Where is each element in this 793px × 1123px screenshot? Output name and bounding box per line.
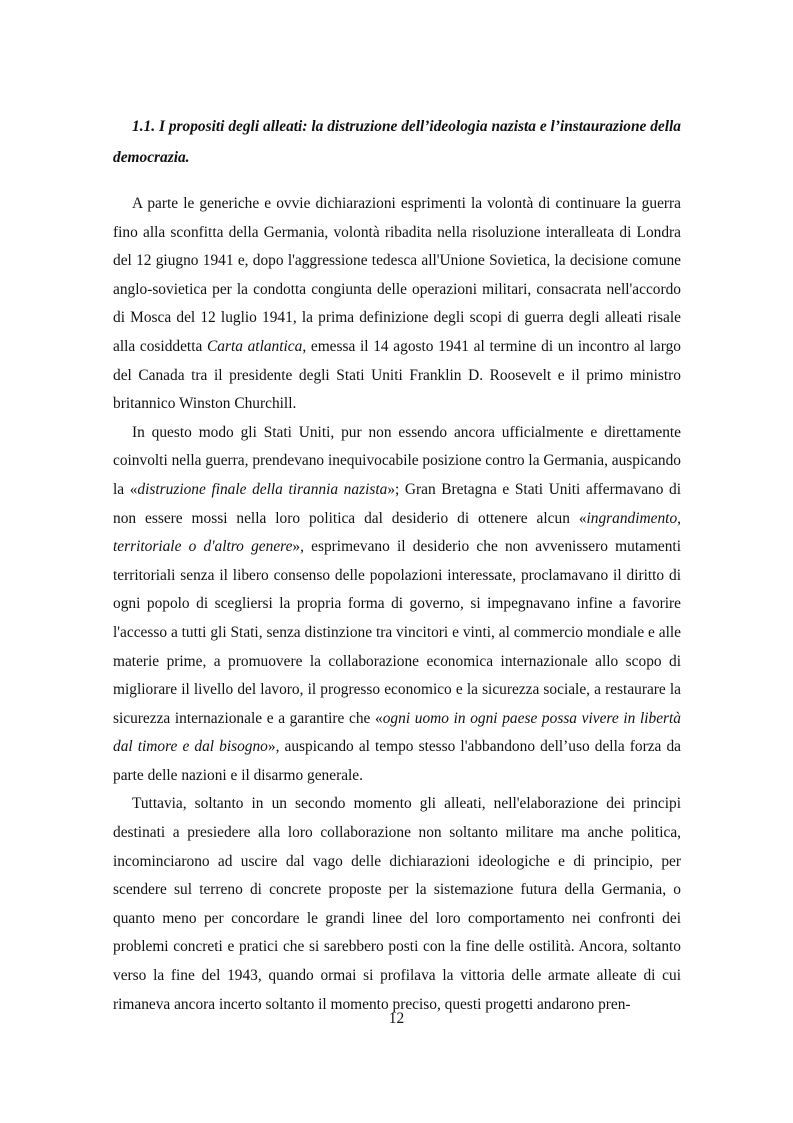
- page-number: 12: [388, 1010, 405, 1027]
- section-heading: 1.1. I propositi degli alleati: la distruzione dell’ideologia nazista e l’instaurazione della democrazia.: [113, 118, 681, 166]
- paragraph: [113, 190, 681, 419]
- italic-text: distruzione finale della tirannia nazista: [137, 480, 388, 498]
- italic-text: ingrandimento, territoriale o d'altro genere: [113, 509, 681, 556]
- text-segment: »; Gran Bretagna e Stati Uniti affermavano di non essere mossi nella loro politica dal desiderio di ottenere alcun «: [113, 480, 681, 527]
- paragraph: [113, 419, 681, 791]
- text-segment: Tuttavia, soltanto in un secondo momento gli alleati, nell'elaborazione dei principi destinati a presiedere alla loro collaborazione non soltanto militare ma anche politica, incominciarono ad uscire dal vago delle dichiarazioni ideologiche e di principio, per scendere sul terreno di concrete proposte per la sistemazione futura della Germania, o quanto meno per concordare le grandi linee del loro comportamento nei confronti dei problemi concreti e pratici che si sarebbero posti con la fine delle ostilità. Ancora, soltanto verso la fine del 1943, quando ormai si profilava la vittoria delle armate alleate di cui rimaneva ancora incerto soltanto il momento preciso, questi progetti andarono pren-: [113, 795, 681, 1013]
- text-segment: , emessa il 14 agosto 1941 al termine di un incontro al largo del Canada tra il presidente degli Stati Uniti Franklin D. Roosevelt e il primo ministro britannico Winston Churchill.: [113, 337, 681, 413]
- text-segment: », auspicando al tempo stesso l'abbandono dell’uso della forza da parte delle nazioni e il disarmo generale.: [113, 738, 681, 784]
- paragraph: [113, 790, 681, 1019]
- body-text: [113, 190, 681, 1019]
- italic-text: Carta atlantica: [207, 337, 303, 355]
- text-segment: », esprimevano il desiderio che non avvenissero mutamenti territoriali senza il libero consenso delle popolazioni interessate, proclamavano il diritto di ogni popolo di scegliersi la propria forma di governo, si impegnavano infine a favorire l'accesso a tutti gli Stati, senza distinzione tra vincitori e vinti, al commercio mondiale e alle materie prime, a promuovere la collaborazione economica internazionale allo scopo di migliorare il livello del lavoro, il progresso economico e la sicurezza sociale, a restaurare la sicurezza internazionale e a garantire che «: [113, 538, 681, 727]
- text-segment: A parte le generiche e ovvie dichiarazioni esprimenti la volontà di continuare la guerra fino alla sconfitta della Germania, volontà ribadita nella risoluzione interalleata di Londra del 12 giugno 1941 e, dopo l'aggressione tedesca all'Unione Sovietica, la decisione comune anglo-sovietica per la condotta congiunta delle operazioni militari, consacrata nell'accordo di Mosca del 12 luglio 1941, la prima definizione degli scopi di guerra degli alleati risale alla cosiddetta: [113, 195, 681, 355]
- text-segment: In questo modo gli Stati Uniti, pur non essendo ancora ufficialmente e direttamente coinvolti nella guerra, prendevano inequivocabile posizione contro la Germania, auspicando la «: [113, 423, 681, 498]
- italic-text: ogni uomo in ogni paese possa vivere in libertà dal timore e dal bisogno: [113, 709, 681, 756]
